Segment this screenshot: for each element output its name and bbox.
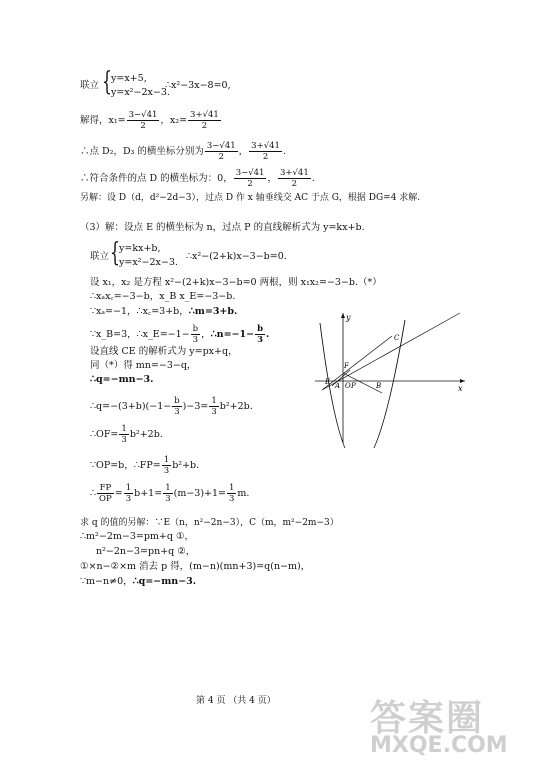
xb-frac-den: 3 bbox=[192, 335, 199, 345]
ratio-frac3-num: 1 bbox=[165, 483, 171, 493]
d2d3-sep: ， bbox=[238, 146, 249, 157]
q2-mid: )−3= bbox=[182, 401, 209, 412]
d3-num: 3+√41 bbox=[251, 141, 280, 151]
fp-frac-den: 3 bbox=[163, 466, 170, 476]
xb-frac-num: b bbox=[192, 324, 199, 334]
line-ec bbox=[322, 336, 392, 390]
answer-end: . bbox=[311, 173, 315, 184]
n-result: ∴n=−1− bbox=[210, 329, 255, 340]
y-label: y bbox=[346, 313, 351, 322]
ratio-frac3-den: 3 bbox=[165, 494, 171, 504]
page-footer: 第 4 页 （共 4 页） bbox=[196, 696, 276, 706]
of-line bbox=[90, 424, 163, 445]
d2-den: 2 bbox=[218, 152, 224, 162]
tong-line: 同（*）得 mn=−3−q， bbox=[90, 360, 197, 371]
root1-num: 3−√41 bbox=[128, 110, 158, 120]
n-frac bbox=[255, 324, 265, 345]
system3-eq1: y=kx+b, bbox=[119, 243, 161, 254]
alt-method: 另解：设 D（d，d²−2d−3），过点 D 作 x 轴垂线交 AC 于点 G，根据 DG=4 求解. bbox=[80, 193, 421, 203]
ratio-frac2-num: 1 bbox=[125, 483, 132, 493]
root1-fraction bbox=[127, 110, 160, 131]
alt-q-eq4-prefix: ∵m−n≠0， bbox=[80, 576, 133, 587]
ratio-mid3: (m−3)+1= bbox=[173, 488, 226, 499]
q-line: ∴q=−mn−3. bbox=[90, 374, 154, 385]
system-eq2: y=x²−2x−3. bbox=[111, 87, 170, 98]
y-axis-arrow bbox=[341, 313, 345, 318]
answer-frac2-num: 3+√41 bbox=[279, 168, 309, 178]
d2-num: 3−√41 bbox=[206, 141, 236, 151]
d2d3-end: . bbox=[282, 146, 286, 157]
n-frac-den: 3 bbox=[257, 335, 264, 345]
label-c: C bbox=[394, 334, 400, 342]
label-a: A bbox=[335, 382, 341, 390]
answer-frac1-num: 3−√41 bbox=[235, 168, 265, 178]
op-end: b²+b. bbox=[172, 460, 200, 471]
system-eq1: y=x+5, bbox=[111, 73, 147, 84]
q2-frac-b bbox=[172, 396, 181, 417]
op-line bbox=[90, 455, 199, 476]
system-brace: { bbox=[102, 67, 112, 97]
parabola-figure bbox=[310, 308, 470, 448]
roots-prefix: 解得，x₁= bbox=[80, 115, 126, 126]
part3-intro: （3）解：设点 E 的横坐标为 n，过点 P 的直线解析式为 y=kx+b. bbox=[80, 222, 365, 233]
of-frac bbox=[119, 424, 128, 445]
fp-frac-num: 1 bbox=[163, 455, 170, 465]
ratio-line bbox=[90, 483, 249, 504]
ratio-den: OP bbox=[99, 494, 112, 504]
op-text: ∵OP=b，∴FP= bbox=[90, 460, 161, 471]
alt-q-eq4-result: ∴q=−mn−3. bbox=[132, 576, 197, 587]
roots-mid: ，x₂= bbox=[160, 115, 188, 126]
ratio-frac4-num: 1 bbox=[229, 483, 235, 493]
m-result: ∴m=3+b. bbox=[188, 306, 238, 317]
root1-den: 2 bbox=[140, 121, 146, 131]
label-p: P bbox=[351, 382, 356, 390]
root2-den: 2 bbox=[201, 121, 208, 131]
answer-line bbox=[80, 168, 315, 189]
q2-frac-b-den: 3 bbox=[174, 407, 180, 417]
answer-prefix: ∴符合条件的点 D 的横坐标为：0， bbox=[80, 173, 233, 184]
ratio-frac2 bbox=[124, 483, 133, 504]
q2-end: b²+2b. bbox=[219, 401, 253, 412]
of-frac-num: 1 bbox=[121, 424, 127, 434]
d3-fraction bbox=[249, 141, 282, 162]
ratio-eq1: = bbox=[114, 488, 123, 499]
root2-num: 3+√41 bbox=[190, 110, 219, 120]
answer-frac1 bbox=[234, 168, 267, 189]
xb-text: ∵x_B=3，∴x_E=−1− bbox=[90, 329, 190, 340]
label-e: E bbox=[325, 378, 331, 386]
d2d3-prefix: ∴点 D₂，D₃ 的横坐标分别为 bbox=[80, 146, 204, 157]
ratio-mid2: b+1= bbox=[134, 488, 163, 499]
q2-frac-third bbox=[209, 396, 218, 417]
alt-q-eq2: n²−2n−3=pn+q ②， bbox=[96, 546, 196, 557]
ratio-num: FP bbox=[97, 483, 114, 494]
xb-line bbox=[90, 324, 269, 345]
system3-brace: { bbox=[110, 238, 120, 268]
alt-q-eq3: ①×n−②×m 消去 p 得，(m−n)(mn+3)=q(n−m)， bbox=[80, 561, 311, 572]
ratio-frac3 bbox=[163, 483, 172, 504]
xb-mid: ， bbox=[201, 329, 211, 340]
label-f: F bbox=[344, 362, 349, 370]
system3-result: ∴x²−(2+k)x−3−b=0. bbox=[186, 251, 287, 262]
q2-frac-b-num: b bbox=[174, 396, 180, 406]
alt-q-eq1: ∴m²−2m−3=pm+q ①， bbox=[80, 531, 195, 542]
ratio-frac2-den: 3 bbox=[125, 494, 132, 504]
system-result: ∴x²−3x−8=0, bbox=[165, 80, 231, 91]
n-frac-num: b bbox=[257, 324, 264, 334]
d3-den: 2 bbox=[262, 152, 269, 162]
sys-label: 联立 bbox=[80, 80, 100, 91]
of-end: b²+2b. bbox=[129, 429, 163, 440]
of-prefix: ∴OF= bbox=[90, 429, 119, 440]
label-b: B bbox=[376, 382, 382, 390]
x-axis-arrow bbox=[460, 379, 465, 383]
ce-line: 设直线 CE 的解析式为 y=px+q， bbox=[90, 346, 238, 357]
roots-line bbox=[80, 110, 222, 131]
watermark-url: MXQE.COM bbox=[370, 733, 508, 758]
answer-sep: ， bbox=[267, 173, 277, 184]
ratio-frac bbox=[97, 483, 114, 504]
answer-frac1-den: 2 bbox=[247, 179, 253, 189]
n-end: . bbox=[266, 329, 270, 340]
fp-frac bbox=[162, 455, 171, 476]
q2-third-num: 1 bbox=[211, 396, 217, 406]
roots3-line: 设 x₁，x₂ 是方程 x²−(2+k)x−3−b=0 两根，则 x₁x₂=−3−b.（*） bbox=[90, 277, 382, 288]
watermark-logo: 答案圈 bbox=[370, 698, 485, 739]
root2-fraction bbox=[188, 110, 221, 131]
answer-frac2-den: 2 bbox=[291, 179, 298, 189]
ratio-frac4-den: 3 bbox=[229, 494, 235, 504]
of-frac-den: 3 bbox=[121, 435, 127, 445]
ratio-prefix: ∴ bbox=[90, 488, 97, 499]
label-o: O bbox=[345, 382, 351, 390]
system3-eq2: y=x²−2x−3. bbox=[119, 257, 178, 268]
d2d3-line bbox=[80, 141, 286, 162]
alt-q-eq4 bbox=[80, 576, 196, 588]
xb-frac bbox=[191, 324, 200, 345]
q2-line bbox=[90, 396, 253, 417]
q2-prefix: ∴q=−(3+b)(−1− bbox=[90, 401, 172, 412]
xaxc-line: ∴xₐx꜀=−3−b，x_B x_E=−3−b. bbox=[90, 291, 236, 302]
alt-q-heading: 求 q 的值的另解：∵E（n，n²−2n−3），C（m，m²−2m−3） bbox=[80, 518, 339, 528]
answer-frac2 bbox=[278, 168, 311, 189]
xa-text: ∵xₐ=−1，∴x꜀=3+b， bbox=[90, 306, 189, 317]
x-label: x bbox=[458, 384, 463, 393]
sys3-label: 联立 bbox=[90, 251, 110, 262]
ratio-frac4 bbox=[227, 483, 236, 504]
xa-line bbox=[90, 306, 237, 318]
q2-third-den: 3 bbox=[211, 407, 217, 417]
ratio-end: m. bbox=[237, 488, 250, 499]
d2-fraction bbox=[205, 141, 238, 162]
